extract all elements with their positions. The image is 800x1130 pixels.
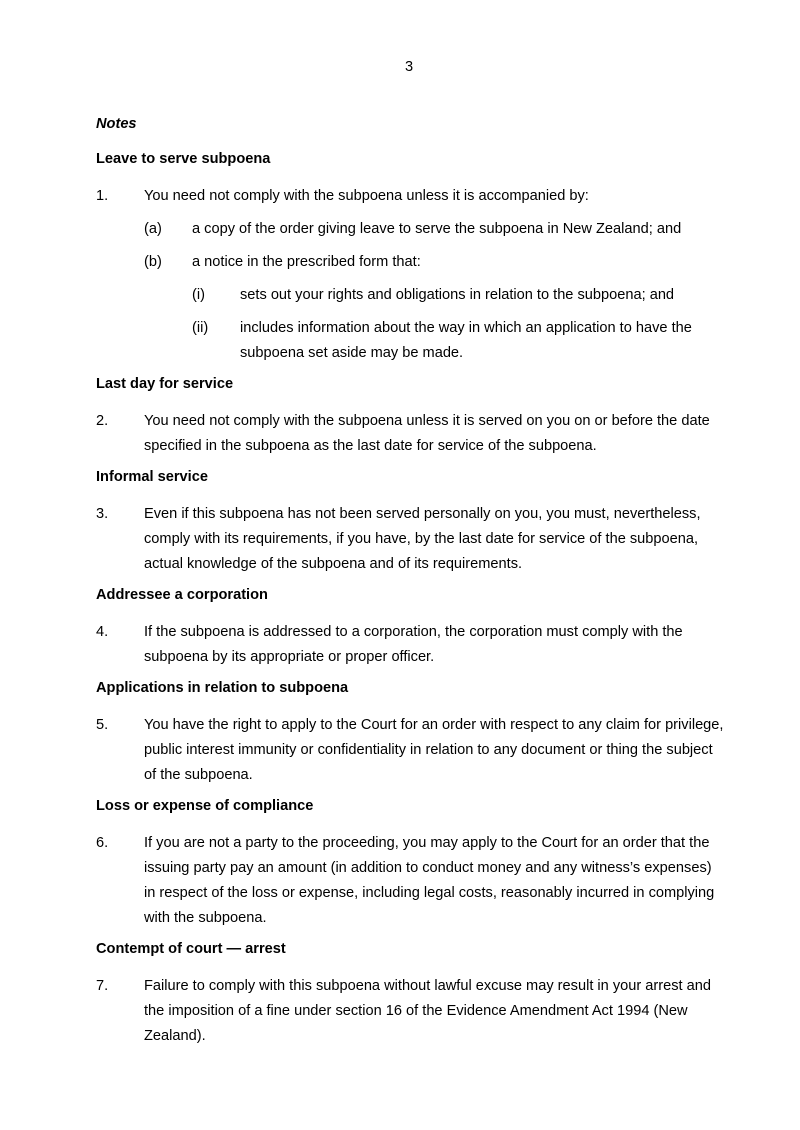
paragraph-text: a copy of the order giving leave to serve the subpoena in New Zealand; and xyxy=(192,221,682,237)
paragraph-text: You have the right to apply to the Court for an order with respect to any claim for privilege, public interest immunity or confidentiality in relation to any document or thing the subject of the subpoena. xyxy=(144,717,724,783)
paragraph-number: 7. xyxy=(96,978,109,994)
paragraph-text: You need not comply with the subpoena unless it is accompanied by: xyxy=(144,188,589,204)
numbered-paragraph xyxy=(96,184,726,209)
section-heading: Applications in relation to subpoena xyxy=(96,680,349,696)
paragraph-number: (a) xyxy=(144,221,162,237)
paragraph-number: (b) xyxy=(144,254,162,270)
paragraph-text: includes information about the way in which an application to have the subpoena set aside may be made. xyxy=(240,320,692,361)
sub-sub-paragraph xyxy=(192,283,726,308)
paragraph-number: 5. xyxy=(96,717,109,733)
sub-paragraph xyxy=(144,217,726,242)
numbered-paragraph xyxy=(96,974,726,1049)
section-heading: Addressee a corporation xyxy=(96,587,268,603)
notes-content xyxy=(96,114,726,1057)
numbered-paragraph xyxy=(96,409,726,459)
notes-title: Notes xyxy=(96,116,137,132)
section-heading: Leave to serve subpoena xyxy=(96,151,271,167)
paragraph-number: 6. xyxy=(96,835,109,851)
paragraph-text: sets out your rights and obligations in relation to the subpoena; and xyxy=(240,287,675,303)
paragraph-text: Failure to comply with this subpoena without lawful excuse may result in your arrest and the imposition of a fine under section 16 of the Evidence Amendment Act 1994 (New Zealand). xyxy=(144,978,711,1044)
paragraph-text: If you are not a party to the proceeding, you may apply to the Court for an order that the issuing party pay an amount (in addition to conduct money and any witness’s expenses) in respect of the loss or expense, including legal costs, reasonably incurred in complying with the subpoena. xyxy=(144,835,715,926)
paragraph-number: (i) xyxy=(192,287,205,303)
paragraph-text: a notice in the prescribed form that: xyxy=(192,254,421,270)
paragraph-text: Even if this subpoena has not been served personally on you, you must, nevertheless, comply with its requirements, if you have, by the last date for service of the subpoena, actual knowledge of the subpoena and of its requirements. xyxy=(144,506,701,572)
paragraph-number: 4. xyxy=(96,624,109,640)
numbered-paragraph xyxy=(96,831,726,931)
section-heading: Last day for service xyxy=(96,376,234,392)
paragraph-number: 3. xyxy=(96,506,109,522)
section-heading: Loss or expense of compliance xyxy=(96,798,314,814)
paragraph-number: 2. xyxy=(96,413,109,429)
paragraph-text: If the subpoena is addressed to a corporation, the corporation must comply with the subpoena by its appropriate or proper officer. xyxy=(144,624,683,665)
paragraph-number: 1. xyxy=(96,188,109,204)
numbered-paragraph xyxy=(96,713,726,788)
page-number: 3 xyxy=(404,59,414,75)
section-heading: Contempt of court — arrest xyxy=(96,941,286,957)
sub-sub-paragraph xyxy=(192,316,726,366)
numbered-paragraph xyxy=(96,620,726,670)
paragraph-text: You need not comply with the subpoena unless it is served on you on or before the date specified in the subpoena as the last date for service of the subpoena. xyxy=(144,413,710,454)
numbered-paragraph xyxy=(96,502,726,577)
section-heading: Informal service xyxy=(96,469,208,485)
paragraph-number: (ii) xyxy=(192,320,209,336)
sub-paragraph xyxy=(144,250,726,275)
